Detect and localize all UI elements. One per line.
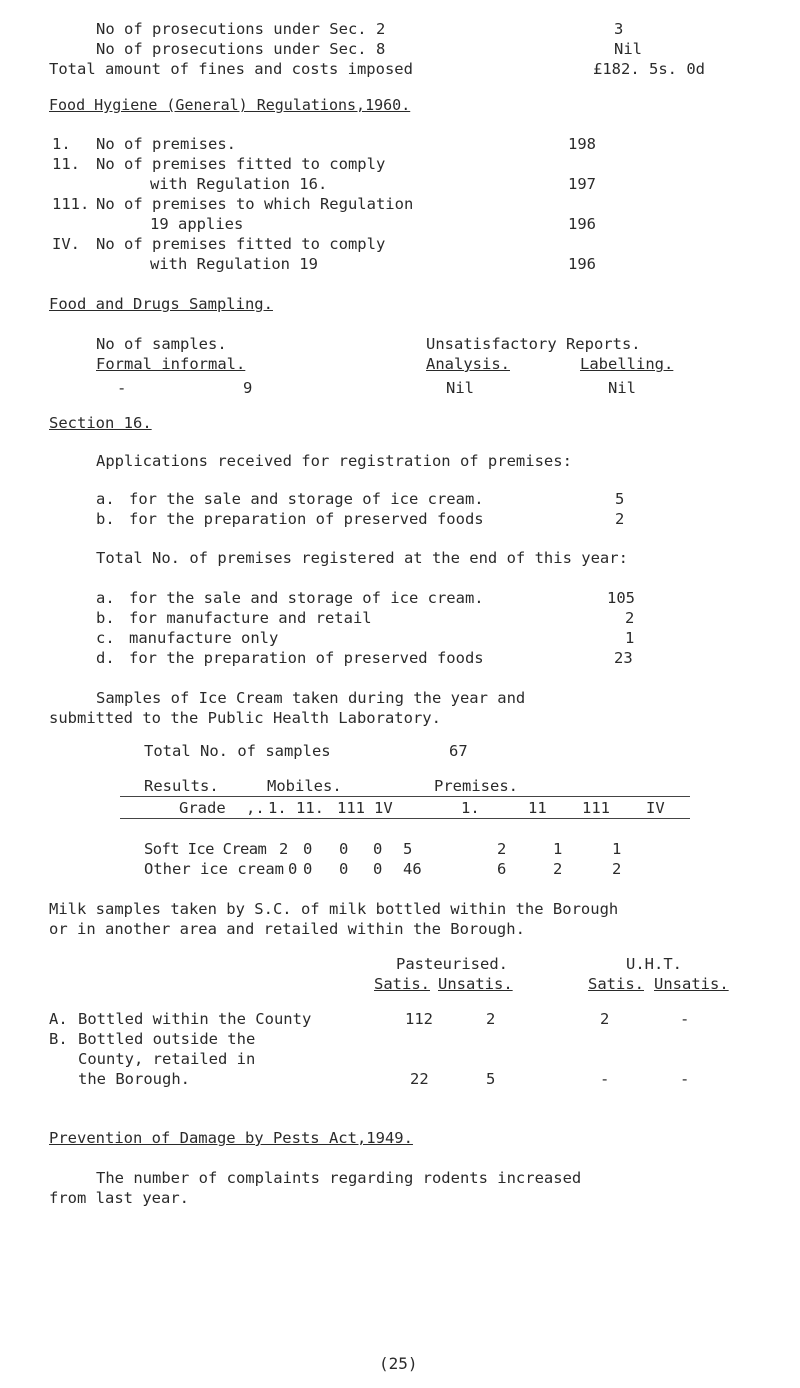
milk-intro: Milk samples taken by S.C. of milk bottled within the Borough [49, 900, 619, 918]
ice-cell: 0 [303, 840, 313, 858]
registered-text: for the sale and storage of ice cream. [129, 589, 484, 607]
hygiene-item-text: No of premises fitted to comply [96, 155, 386, 173]
hygiene-item-text: No of premises. [96, 135, 236, 153]
application-value: 2 [615, 510, 625, 528]
pests-text-cont: from last year. [49, 1189, 189, 1207]
milk-row-text-cont: County, retailed in [78, 1050, 256, 1068]
uht-satis-label: Satis. [588, 975, 644, 993]
hygiene-item-text-cont: 19 applies [150, 215, 244, 233]
applications-label: Applications received for registration of premises: [96, 452, 572, 470]
milk-row-letter: A. [49, 1010, 68, 1028]
grade-header: IV [646, 799, 665, 817]
milk-row-text-cont: the Borough. [78, 1070, 190, 1088]
mobiles-label: Mobiles. [267, 777, 342, 795]
ice-cell: 0 [339, 860, 349, 878]
pasteurised-label: Pasteurised. [396, 955, 508, 973]
grade-rule [120, 818, 690, 819]
milk-row-text: Bottled within the County [78, 1010, 312, 1028]
ice-cream-intro-cont: submitted to the Public Health Laboratory. [49, 709, 441, 727]
grade-header: 111 [337, 799, 365, 817]
milk-row-letter: B. [49, 1030, 68, 1048]
ice-row-label: Soft Ice Cream [144, 840, 267, 858]
prosecutions-sec8-value: Nil [614, 40, 642, 58]
hygiene-item-value: 196 [568, 215, 596, 233]
ice-cell: 2 [279, 840, 289, 858]
ice-cell: 6 [497, 860, 507, 878]
labelling-value: Nil [608, 379, 636, 397]
milk-cell: - [680, 1010, 690, 1028]
registered-value: 105 [607, 589, 635, 607]
fines-label: Total amount of fines and costs imposed [49, 60, 413, 78]
hygiene-item-num: IV. [52, 235, 80, 253]
registered-letter: b. [96, 609, 115, 627]
hygiene-item-text-cont: with Regulation 19 [150, 255, 318, 273]
ice-cell: 1 [612, 840, 622, 858]
total-samples-label: Total No. of samples [144, 742, 331, 760]
ice-cell: 2 [497, 840, 507, 858]
section16-heading: Section 16. [49, 414, 152, 432]
analysis-value: Nil [446, 379, 474, 397]
prosecutions-sec2-label: No of prosecutions under Sec. 2 [96, 20, 386, 38]
pests-text: The number of complaints regarding rodents increased [96, 1169, 582, 1187]
ice-cell: 5 [403, 840, 413, 858]
ice-row-label: Other ice cream [144, 860, 284, 878]
uht-label: U.H.T. [626, 955, 682, 973]
grade-header: 111 [582, 799, 610, 817]
grade-header: 1. [461, 799, 480, 817]
registered-label: Total No. of premises registered at the end of this year: [96, 549, 628, 567]
hygiene-item-value: 197 [568, 175, 596, 193]
prosecutions-sec8-label: No of prosecutions under Sec. 8 [96, 40, 386, 58]
grade-header: 1V [374, 799, 393, 817]
grade-header: 1. [268, 799, 287, 817]
labelling-label: Labelling. [580, 355, 674, 373]
ice-cell: 1 [553, 840, 563, 858]
hygiene-item-text: No of premises to which Regulation [96, 195, 414, 213]
header-rule [120, 796, 690, 797]
application-text: for the sale and storage of ice cream. [129, 490, 484, 508]
milk-row-text: Bottled outside the [78, 1030, 256, 1048]
sampling-heading: Food and Drugs Sampling. [49, 295, 273, 313]
ice-cream-intro: Samples of Ice Cream taken during the year and [96, 689, 526, 707]
registered-letter: a. [96, 589, 115, 607]
grade-header: 11 [528, 799, 547, 817]
registered-value: 23 [614, 649, 633, 667]
formal-value: - [117, 379, 127, 397]
registered-text: for the preparation of preserved foods [129, 649, 484, 667]
total-samples-value: 67 [449, 742, 468, 760]
pasteurised-unsatis-label: Unsatis. [438, 975, 513, 993]
milk-cell: 2 [600, 1010, 610, 1028]
prosecutions-sec2-value: 3 [614, 20, 624, 38]
unsatisfactory-reports-label: Unsatisfactory Reports. [426, 335, 641, 353]
ice-cell: 0 [373, 840, 383, 858]
ice-cell: 46 [403, 860, 422, 878]
milk-cell: 5 [486, 1070, 496, 1088]
application-text: for the preparation of preserved foods [129, 510, 484, 528]
hygiene-item-num: 11. [52, 155, 80, 173]
milk-intro-cont: or in another area and retailed within the Borough. [49, 920, 525, 938]
ice-cell: 0 [303, 860, 313, 878]
registered-text: manufacture only [129, 629, 279, 647]
ice-cell: 0 [373, 860, 383, 878]
ice-cell: 2 [553, 860, 563, 878]
application-letter: a. [96, 490, 115, 508]
food-hygiene-heading: Food Hygiene (General) Regulations,1960. [49, 96, 411, 114]
hygiene-item-num: 111. [52, 195, 90, 213]
hygiene-item-text: No of premises fitted to comply [96, 235, 386, 253]
ice-cell: 0 [339, 840, 349, 858]
registered-value: 1 [625, 629, 635, 647]
milk-cell: - [600, 1070, 610, 1088]
ice-cell: 2 [612, 860, 622, 878]
grade-label: Grade [179, 799, 226, 817]
hygiene-item-value: 196 [568, 255, 596, 273]
premises-label: Premises. [434, 777, 518, 795]
application-value: 5 [615, 490, 625, 508]
page-number: (25) [379, 1354, 418, 1373]
pasteurised-satis-label: Satis. [374, 975, 430, 993]
formal-informal-label: Formal informal. [96, 355, 246, 373]
analysis-label: Analysis. [426, 355, 510, 373]
pests-heading: Prevention of Damage by Pests Act,1949. [49, 1129, 413, 1147]
fines-value: £182. 5s. 0d [593, 60, 705, 78]
samples-label: No of samples. [96, 335, 227, 353]
grade-dots: ,. [246, 799, 265, 817]
results-label: Results. [144, 777, 219, 795]
registered-text: for manufacture and retail [129, 609, 372, 627]
hygiene-item-text-cont: with Regulation 16. [150, 175, 328, 193]
grade-header: 11. [296, 799, 324, 817]
registered-value: 2 [625, 609, 635, 627]
registered-letter: c. [96, 629, 115, 647]
hygiene-item-num: 1. [52, 135, 71, 153]
milk-cell: 22 [410, 1070, 429, 1088]
milk-cell: - [680, 1070, 690, 1088]
informal-value: 9 [243, 379, 253, 397]
milk-cell: 2 [486, 1010, 496, 1028]
milk-cell: 112 [405, 1010, 433, 1028]
ice-cell: 0 [288, 860, 298, 878]
hygiene-item-value: 198 [568, 135, 596, 153]
registered-letter: d. [96, 649, 115, 667]
application-letter: b. [96, 510, 115, 528]
uht-unsatis-label: Unsatis. [654, 975, 729, 993]
